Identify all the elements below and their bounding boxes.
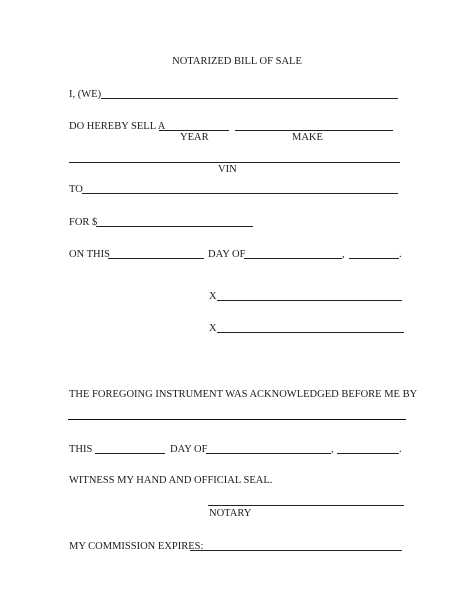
buyer-name-field[interactable] xyxy=(82,193,398,194)
document-title: NOTARIZED BILL OF SALE xyxy=(172,56,302,67)
price-label: FOR $ xyxy=(69,217,98,228)
this-label: THIS xyxy=(69,444,93,455)
year-label: YEAR xyxy=(180,132,209,143)
signature-mark-1: X xyxy=(209,291,217,302)
notary-year-field[interactable] xyxy=(337,453,399,454)
year-field[interactable] xyxy=(159,130,229,131)
day-of-label: DAY OF xyxy=(208,249,246,260)
notary-day-of-label: DAY OF xyxy=(170,444,208,455)
make-field[interactable] xyxy=(235,130,393,131)
notary-label: NOTARY xyxy=(209,508,252,519)
vin-label: VIN xyxy=(218,164,237,175)
notary-signature-field[interactable] xyxy=(208,505,404,506)
sale-year-field[interactable] xyxy=(349,258,399,259)
commission-label: MY COMMISSION EXPIRES: xyxy=(69,541,204,552)
buyer-label: TO xyxy=(69,184,83,195)
commission-expires-field[interactable] xyxy=(190,550,402,551)
acknowledged-by-field[interactable] xyxy=(68,419,406,420)
notary-date-comma: , xyxy=(331,444,334,455)
sale-day-field[interactable] xyxy=(108,258,204,259)
notary-day-field[interactable] xyxy=(95,453,165,454)
sale-month-field[interactable] xyxy=(244,258,342,259)
sell-label: DO HEREBY SELL A xyxy=(69,121,166,132)
make-label: MAKE xyxy=(292,132,323,143)
date-period: . xyxy=(399,249,402,260)
notary-month-field[interactable] xyxy=(206,453,331,454)
witness-label: WITNESS MY HAND AND OFFICIAL SEAL. xyxy=(69,475,273,486)
date-comma: , xyxy=(342,249,345,260)
vin-field[interactable] xyxy=(69,162,400,163)
signature-mark-2: X xyxy=(209,323,217,334)
acknowledged-label: THE FOREGOING INSTRUMENT WAS ACKNOWLEDGED BEFORE ME BY xyxy=(69,389,418,400)
seller-label: I, (WE) xyxy=(69,89,102,100)
price-field[interactable] xyxy=(96,226,253,227)
signature-field-1[interactable] xyxy=(217,300,402,301)
notary-date-period: . xyxy=(399,444,402,455)
seller-name-field[interactable] xyxy=(101,98,398,99)
on-this-label: ON THIS xyxy=(69,249,110,260)
signature-field-2[interactable] xyxy=(217,332,404,333)
